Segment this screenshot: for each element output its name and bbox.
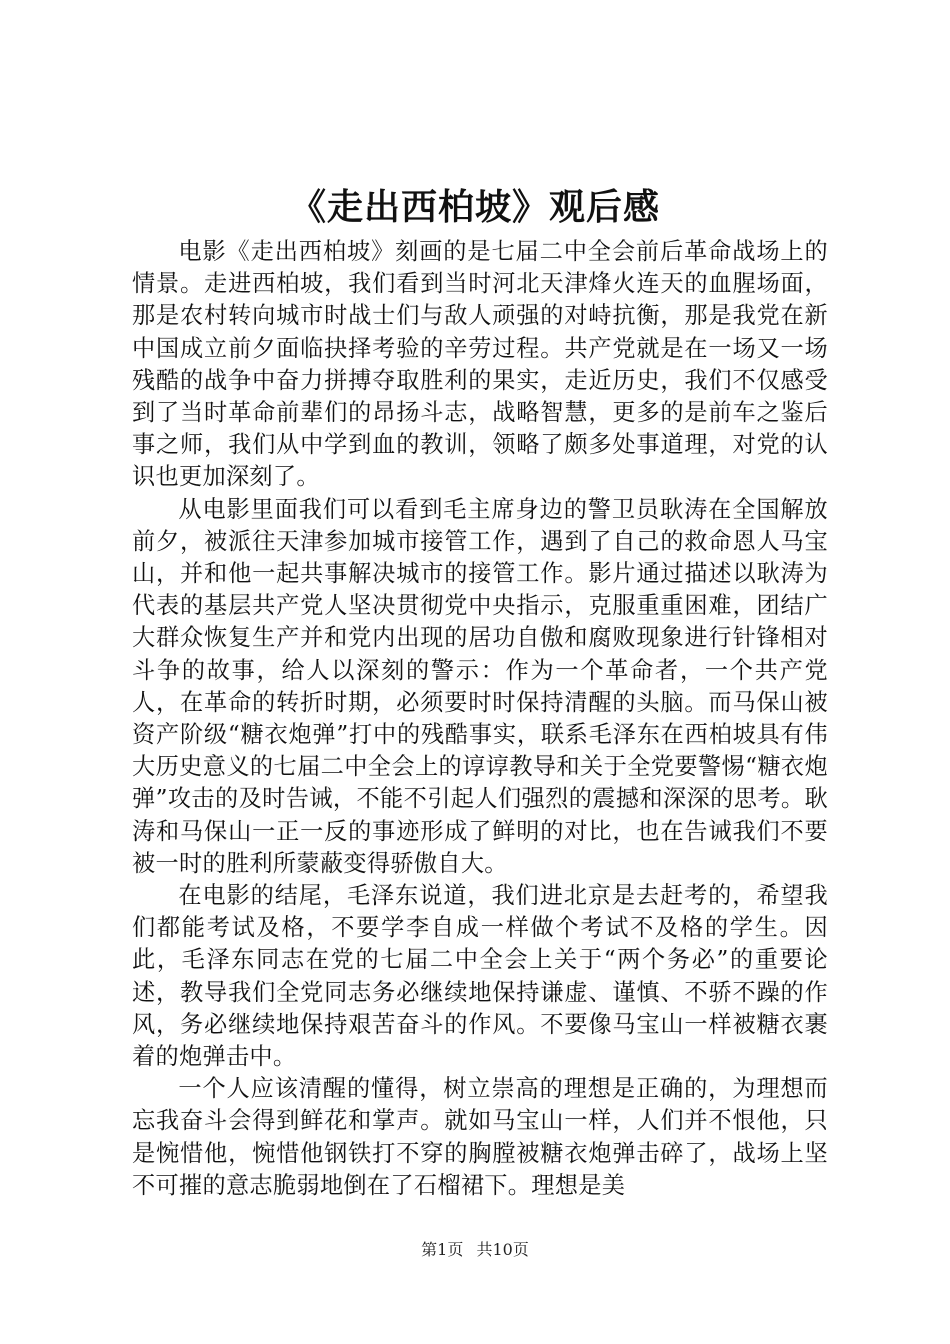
page-total: 共10页 <box>476 1240 529 1259</box>
page-number: 第1页 <box>421 1240 464 1259</box>
page-footer <box>0 1240 950 1260</box>
paragraph-1: 电影《走出西柏坡》刻画的是七届二中全会前后革命战场上的情景。走进西柏坡，我们看到当时河北天津烽火连天的血腥场面，那是农村转向城市时战士们与敌人顽强的对峙抗衡，那是我党在新中国成立前夕面临抉择考验的辛劳过程。共产党就是在一场又一场残酷的战争中奋力拼搏夺取胜利的果实，走近历史，我们不仅感受到了当时革命前辈们的昂扬斗志，战略智慧，更多的是前车之鉴后事之师，我们从中学到血的教训，领略了颇多处事道理，对党的认识也更加深刻了。 <box>132 238 828 491</box>
document-title: 《走出西柏坡》观后感 <box>289 186 660 228</box>
paragraph-2: 从电影里面我们可以看到毛主席身边的警卫员耿涛在全国解放前夕，被派往天津参加城市接管工作，遇到了自己的救命恩人马宝山，并和他一起共事解决城市的接管工作。影片通过描述以耿涛为代表的基层共产党人坚决贯彻党中央指示，克服重重困难，团结广大群众恢复生产并和党内出现的居功自傲和腐败现象进行针锋相对斗争的故事，给人以深刻的警示：作为一个革命者，一个共产党人，在革命的转折时期，必须要时时保持清醒的头脑。而马保山被资产阶级“糖衣炮弹”打中的残酷事实，联系毛泽东在西柏坡具有伟大历史意义的七届二中全会上的谆谆教导和关于全党要警惕“糖衣炮弹”攻击的及时告诫，不能不引起人们强烈的震撼和深深的思考。耿涛和马保山一正一反的事迹形成了鲜明的对比，也在告诫我们不要被一时的胜利所蒙蔽变得骄傲自大。 <box>132 495 828 877</box>
paragraph-4: 一个人应该清醒的懂得，树立崇高的理想是正确的，为理想而忘我奋斗会得到鲜花和掌声。就如马宝山一样，人们并不恨他，只是惋惜他，惋惜他钢铁打不穿的胸膛被糖衣炮弹击碎了，战场上坚不可摧的意志脆弱地倒在了石榴裙下。理想是美 <box>132 1075 828 1199</box>
document-body <box>132 236 828 1202</box>
paragraph-3: 在电影的结尾，毛泽东说道，我们进北京是去赶考的，希望我们都能考试及格，不要学李自成一样做个考试不及格的学生。因此，毛泽东同志在党的七届二中全会上关于“两个务必”的重要论述，教导我们全党同志务必继续地保持谦虚、谨慎、不骄不躁的作风，务必继续地保持艰苦奋斗的作风。不要像马宝山一样被糖衣裹着的炮弹击中。 <box>132 882 828 1071</box>
